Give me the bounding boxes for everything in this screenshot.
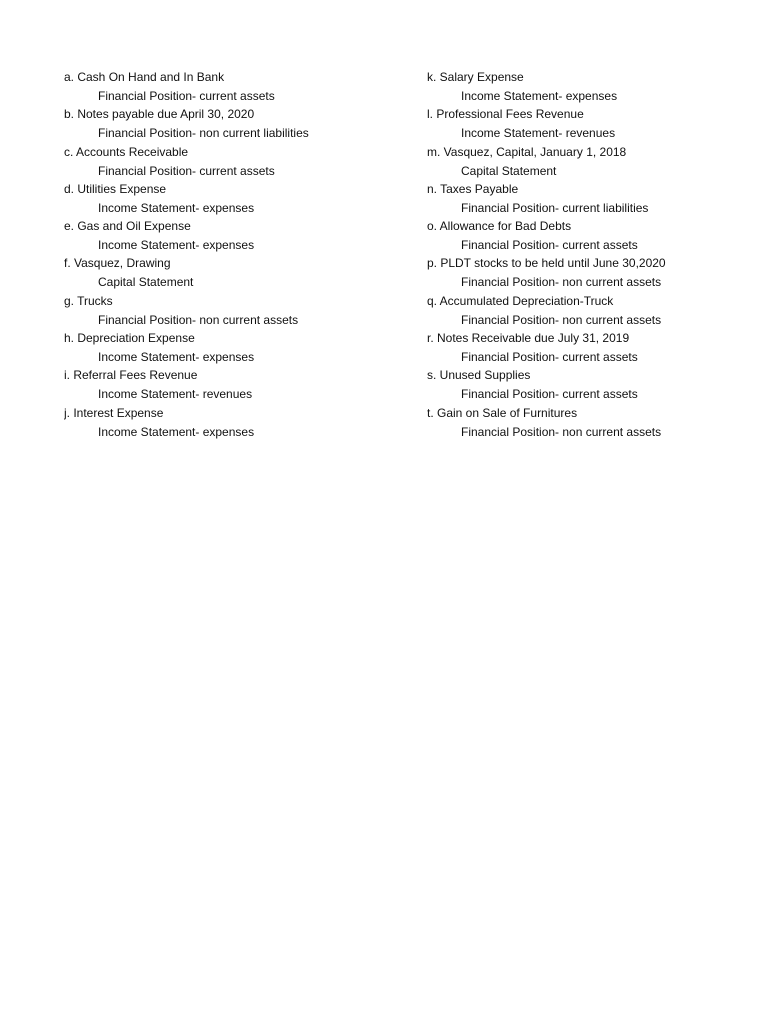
account-classification: Financial Position- current liabilities [461, 200, 649, 215]
account-classification: Income Statement- expenses [98, 424, 255, 439]
account-classification: Financial Position- current assets [461, 387, 638, 402]
account-title: i. Referral Fees Revenue [64, 368, 198, 383]
list-item [64, 329, 384, 366]
account-classification: Capital Statement [98, 275, 194, 290]
account-classification: Financial Position- non current liabilities [98, 126, 309, 141]
account-classification: Financial Position- current assets [461, 350, 638, 365]
account-classification: Capital Statement [461, 163, 557, 178]
account-classification: Financial Position- non current assets [461, 275, 662, 290]
account-classification: Financial Position- current assets [461, 238, 638, 253]
account-title: b. Notes payable due April 30, 2020 [64, 107, 255, 122]
left-column [64, 68, 384, 441]
account-title: j. Interest Expense [64, 405, 164, 420]
account-classification: Financial Position- current assets [98, 89, 275, 103]
list-item [64, 68, 384, 105]
account-title: g. Trucks [64, 293, 113, 308]
account-title: n. Taxes Payable [427, 181, 519, 196]
account-classification: Income Statement- expenses [98, 238, 255, 253]
account-title: d. Utilities Expense [64, 181, 167, 196]
list-item [427, 68, 669, 105]
account-classification: Income Statement- expenses [98, 200, 255, 215]
account-classification: Income Statement- expenses [98, 350, 255, 365]
list-item [427, 180, 669, 217]
account-title: o. Allowance for Bad Debts [427, 219, 572, 234]
account-title: q. Accumulated Depreciation-Truck [427, 293, 614, 308]
list-item [64, 404, 384, 441]
account-classification: Financial Position- non current assets [461, 312, 662, 327]
account-title: l. Professional Fees Revenue [427, 107, 584, 122]
list-item [427, 292, 669, 329]
account-title: r. Notes Receivable due July 31, 2019 [427, 331, 630, 346]
list-item [427, 254, 669, 291]
list-item [427, 217, 669, 254]
account-title: h. Depreciation Expense [64, 331, 195, 346]
account-title: a. Cash On Hand and In Bank [64, 70, 225, 84]
account-title: e. Gas and Oil Expense [64, 219, 191, 234]
list-item [64, 180, 384, 217]
list-item [64, 105, 384, 142]
account-title: p. PLDT stocks to be held until June 30,2020 [427, 256, 666, 271]
account-title: t. Gain on Sale of Furnitures [427, 405, 578, 420]
account-classification: Financial Position- current assets [98, 163, 275, 178]
account-title: f. Vasquez, Drawing [64, 256, 171, 271]
list-item [64, 254, 384, 291]
account-classification: Financial Position- non current assets [461, 424, 662, 439]
list-item [64, 217, 384, 254]
account-classification: Income Statement- expenses [461, 89, 618, 103]
list-item [427, 366, 669, 403]
list-item [64, 366, 384, 403]
account-classification: Income Statement- revenues [461, 126, 616, 141]
list-item [64, 292, 384, 329]
list-item [427, 329, 669, 366]
account-classification: Financial Position- non current assets [98, 312, 299, 327]
right-column [427, 68, 669, 441]
list-item [427, 404, 669, 441]
list-item [427, 143, 669, 180]
list-item [427, 105, 669, 142]
account-title: s. Unused Supplies [427, 368, 531, 383]
account-classification: Income Statement- revenues [98, 387, 253, 402]
list-item [64, 143, 384, 180]
account-title: m. Vasquez, Capital, January 1, 2018 [427, 144, 627, 159]
account-title: k. Salary Expense [427, 70, 524, 84]
account-title: c. Accounts Receivable [64, 144, 189, 159]
